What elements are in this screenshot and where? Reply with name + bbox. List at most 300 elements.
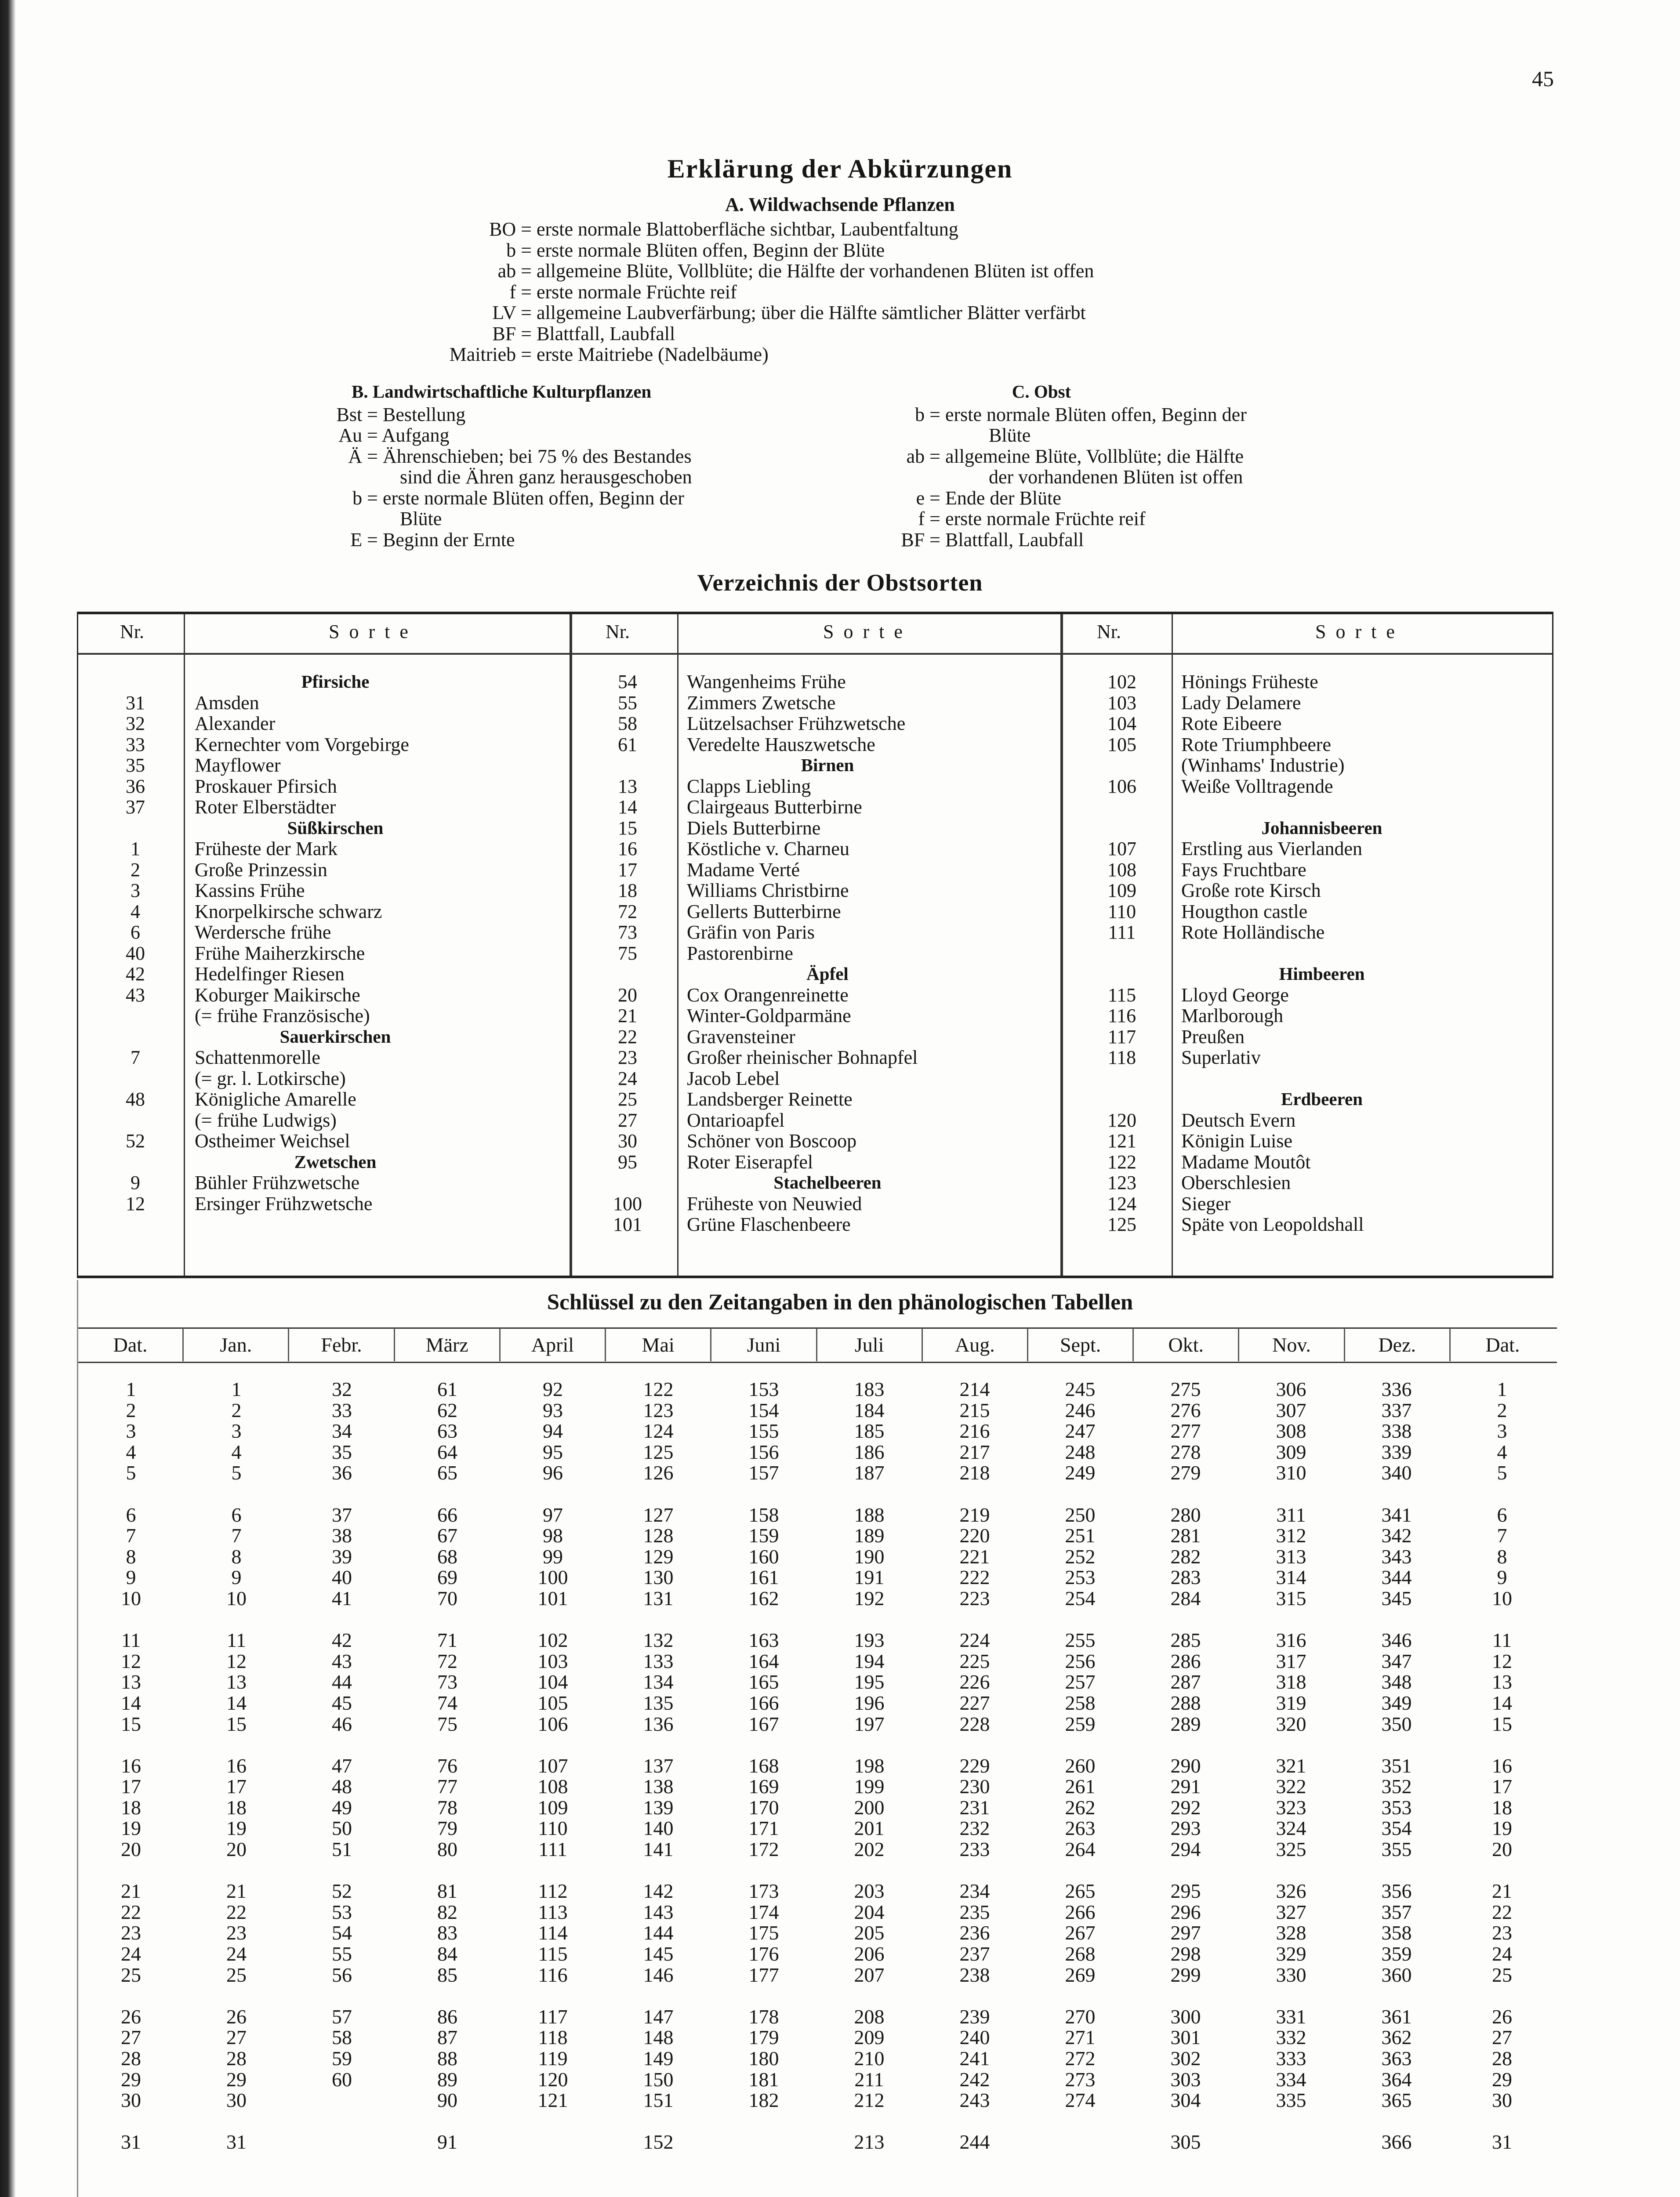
variety-number: 18 bbox=[618, 880, 637, 901]
group-gap bbox=[606, 2111, 711, 2132]
day-number: 126 bbox=[643, 1461, 674, 1484]
group-heading bbox=[595, 1172, 1060, 1193]
group-gap bbox=[606, 1483, 711, 1505]
abbreviation-row bbox=[294, 446, 822, 467]
variety-number: 42 bbox=[126, 963, 145, 985]
variety-number: 27 bbox=[618, 1109, 637, 1131]
group-heading bbox=[595, 755, 1060, 776]
day-number: 18 bbox=[226, 1796, 247, 1819]
variety-name: Jacob Lebel bbox=[687, 1067, 780, 1089]
day-number: 231 bbox=[959, 1796, 990, 1819]
group-heading bbox=[102, 1152, 568, 1173]
variety-number: 30 bbox=[618, 1130, 637, 1152]
group-gap bbox=[78, 1734, 184, 1755]
day-number: 182 bbox=[748, 2089, 779, 2112]
abbreviation-text: Blattfall, Laubfall bbox=[940, 529, 1084, 551]
month-header: Dat. bbox=[1449, 1328, 1555, 1361]
variety-row bbox=[595, 1068, 1060, 1089]
day-number: 111 bbox=[538, 1838, 567, 1861]
variety-row bbox=[595, 1152, 1060, 1173]
day-number: 163 bbox=[748, 1629, 779, 1652]
variety-number: 52 bbox=[126, 1130, 145, 1152]
day-number: 219 bbox=[959, 1503, 990, 1526]
day-number: 99 bbox=[543, 1545, 563, 1568]
variety-row bbox=[595, 1110, 1060, 1131]
variety-name: Schattenmorelle bbox=[195, 1047, 320, 1068]
day-number: 110 bbox=[538, 1817, 568, 1840]
day-number: 333 bbox=[1276, 2047, 1306, 2070]
day-number: 20 bbox=[226, 1838, 247, 1861]
group-gap bbox=[289, 1483, 395, 1505]
day-number: 227 bbox=[959, 1691, 990, 1714]
day-number: 112 bbox=[538, 1880, 568, 1903]
group-gap bbox=[78, 1483, 184, 1505]
group-gap bbox=[1238, 1985, 1344, 2006]
header-bottom-rule bbox=[78, 1362, 1557, 1363]
month-header: Juni bbox=[710, 1328, 816, 1361]
abbreviation-row bbox=[857, 446, 1340, 467]
variety-name: Gräfin von Paris bbox=[687, 921, 815, 943]
key-column bbox=[711, 1379, 816, 2153]
day-number: 253 bbox=[1065, 1566, 1096, 1589]
day-number: 136 bbox=[643, 1712, 674, 1735]
group-gap bbox=[1344, 2111, 1449, 2132]
day-number: 119 bbox=[538, 2047, 568, 2070]
day-number: 282 bbox=[1170, 1545, 1201, 1568]
day-number: 314 bbox=[1276, 1566, 1306, 1589]
variety-name: Zimmers Zwetsche bbox=[687, 692, 836, 714]
day-number: 225 bbox=[959, 1650, 990, 1672]
variety-row bbox=[102, 859, 568, 881]
abbreviation-text: erste normale Blattoberfläche sichtbar, Laubentfaltung bbox=[532, 218, 958, 240]
variety-name: Hougthon castle bbox=[1181, 900, 1308, 922]
day-number: 220 bbox=[959, 1524, 990, 1547]
group-gap bbox=[1027, 1860, 1133, 1881]
group-gap bbox=[1027, 1734, 1133, 1755]
variety-number: 95 bbox=[618, 1151, 637, 1173]
variety-row bbox=[1089, 1026, 1555, 1048]
abbreviation-key: E = bbox=[350, 529, 378, 551]
variety-number: 14 bbox=[618, 796, 637, 818]
day-number: 313 bbox=[1276, 1545, 1306, 1568]
group-gap bbox=[78, 1860, 184, 1881]
day-number: 245 bbox=[1065, 1378, 1096, 1400]
day-number: 82 bbox=[437, 1900, 457, 1923]
variety-name: Frühe Maiherzkirsche bbox=[195, 942, 365, 964]
day-number: 185 bbox=[854, 1420, 885, 1443]
group-gap bbox=[395, 1609, 500, 1630]
day-number: 12 bbox=[1492, 1650, 1512, 1672]
day-number: 153 bbox=[748, 1378, 779, 1400]
section-b bbox=[294, 381, 822, 550]
day-number: 19 bbox=[1492, 1817, 1512, 1840]
header-sorte: Sorte bbox=[1315, 621, 1404, 642]
day-number: 246 bbox=[1065, 1399, 1096, 1421]
day-number: 95 bbox=[543, 1440, 563, 1463]
day-number: 160 bbox=[748, 1545, 779, 1568]
variety-row bbox=[102, 901, 568, 922]
day-number: 77 bbox=[437, 1775, 457, 1798]
day-number: 4 bbox=[126, 1440, 136, 1463]
day-number: 59 bbox=[332, 2047, 352, 2070]
variety-number: 33 bbox=[126, 733, 145, 755]
day-number: 247 bbox=[1065, 1420, 1096, 1443]
variety-name: Ostheimer Weichsel bbox=[195, 1130, 350, 1152]
spacer-row bbox=[1089, 797, 1555, 818]
day-number: 216 bbox=[959, 1420, 990, 1443]
day-number: 329 bbox=[1276, 1943, 1306, 1965]
day-number: 214 bbox=[959, 1378, 990, 1400]
day-number: 149 bbox=[643, 2047, 674, 2070]
day-number: 6 bbox=[231, 1503, 242, 1526]
day-number: 297 bbox=[1170, 1921, 1201, 1944]
day-number: 100 bbox=[537, 1566, 568, 1589]
variety-number: 102 bbox=[1107, 671, 1136, 692]
day-number: 172 bbox=[748, 1838, 779, 1861]
variety-number: 16 bbox=[618, 838, 637, 859]
day-number: 179 bbox=[748, 2026, 779, 2049]
day-number: 280 bbox=[1170, 1503, 1201, 1526]
variety-row bbox=[102, 1172, 568, 1193]
group-gap bbox=[1027, 1985, 1133, 2006]
section-c bbox=[857, 381, 1340, 550]
day-number: 30 bbox=[226, 2089, 247, 2112]
variety-number: 7 bbox=[131, 1047, 140, 1068]
group-gap bbox=[922, 1734, 1027, 1755]
day-number: 17 bbox=[1492, 1775, 1512, 1798]
day-number: 298 bbox=[1170, 1943, 1201, 1965]
day-number: 195 bbox=[854, 1671, 885, 1693]
abbreviation-key: BO = bbox=[489, 218, 532, 240]
day-number: 323 bbox=[1276, 1796, 1306, 1819]
day-number: 243 bbox=[959, 2089, 990, 2112]
variety-number: 111 bbox=[1108, 921, 1136, 943]
variety-row bbox=[595, 1005, 1060, 1026]
day-number: 186 bbox=[854, 1440, 885, 1463]
variety-name: Fays Fruchtbare bbox=[1181, 859, 1306, 881]
day-number: 20 bbox=[121, 1838, 141, 1861]
day-number: 334 bbox=[1276, 2068, 1306, 2091]
group-gap bbox=[184, 1860, 289, 1881]
day-number: 63 bbox=[437, 1420, 457, 1443]
day-number: 226 bbox=[959, 1671, 990, 1693]
day-number: 268 bbox=[1065, 1943, 1096, 1965]
abbreviation-row bbox=[369, 344, 1094, 365]
group-gap bbox=[922, 2111, 1027, 2132]
day-number: 213 bbox=[854, 2131, 885, 2153]
day-number: 49 bbox=[332, 1796, 352, 1819]
variety-name: Clapps Liebling bbox=[687, 775, 811, 797]
header-nr: Nr. bbox=[606, 621, 630, 642]
day-number: 27 bbox=[226, 2026, 247, 2049]
day-number: 37 bbox=[332, 1503, 352, 1526]
day-number: 176 bbox=[748, 1943, 779, 1965]
variety-name: Kassins Frühe bbox=[195, 880, 305, 901]
day-number: 18 bbox=[121, 1796, 141, 1819]
day-number: 13 bbox=[1492, 1671, 1512, 1693]
variety-name: Madame Moutôt bbox=[1181, 1151, 1311, 1173]
day-number: 21 bbox=[226, 1880, 247, 1903]
day-number: 152 bbox=[643, 2131, 674, 2153]
variety-number: 58 bbox=[618, 713, 637, 734]
day-number: 96 bbox=[543, 1461, 563, 1484]
abbreviation-continuation: der vorhandenen Blüten ist offen bbox=[989, 466, 1243, 488]
variety-name: Lloyd George bbox=[1181, 984, 1289, 1006]
group-gap bbox=[1344, 1734, 1449, 1755]
day-number: 242 bbox=[959, 2068, 990, 2091]
day-number: 88 bbox=[437, 2047, 457, 2070]
variety-name: Weiße Volltragende bbox=[1181, 775, 1333, 797]
day-number: 292 bbox=[1170, 1796, 1201, 1819]
varieties-title: Verzeichnis der Obstsorten bbox=[697, 569, 983, 596]
day-number: 64 bbox=[437, 1440, 457, 1463]
day-number: 109 bbox=[537, 1796, 568, 1819]
abbreviation-row bbox=[294, 404, 822, 425]
day-number: 299 bbox=[1170, 1963, 1201, 1986]
variety-number bbox=[102, 1110, 168, 1131]
day-number: 288 bbox=[1170, 1691, 1201, 1714]
day-number: 146 bbox=[643, 1963, 674, 1986]
variety-name: (= gr. l. Lotkirsche) bbox=[195, 1067, 346, 1089]
group-name: Pfirsiche bbox=[301, 671, 370, 692]
day-number: 249 bbox=[1065, 1461, 1096, 1484]
day-number: 19 bbox=[121, 1817, 141, 1840]
abbreviation-continuation: Blüte bbox=[989, 424, 1031, 446]
day-number: 240 bbox=[959, 2026, 990, 2049]
abbreviation-text: erste normale Früchte reif bbox=[940, 508, 1146, 529]
day-number: 196 bbox=[854, 1691, 885, 1714]
day-number: 360 bbox=[1381, 1963, 1412, 1986]
page-number: 45 bbox=[1532, 66, 1554, 91]
variety-row bbox=[102, 985, 568, 1006]
day-number: 350 bbox=[1381, 1712, 1412, 1735]
day-number: 233 bbox=[959, 1838, 990, 1861]
variety-number: 115 bbox=[1107, 984, 1136, 1006]
abbreviation-key: Ä = bbox=[348, 445, 378, 467]
group-gap bbox=[78, 2111, 184, 2132]
variety-row bbox=[595, 1214, 1060, 1235]
variety-row bbox=[102, 713, 568, 734]
variety-row bbox=[1089, 1152, 1555, 1173]
day-number: 236 bbox=[959, 1921, 990, 1944]
variety-number: 54 bbox=[618, 671, 637, 692]
group-gap bbox=[395, 1734, 500, 1755]
variety-name: Rote Triumphbeere bbox=[1181, 733, 1331, 755]
abbreviation-key: LV = bbox=[492, 302, 532, 323]
day-number: 215 bbox=[959, 1399, 990, 1421]
day-number: 159 bbox=[748, 1524, 779, 1547]
variety-name: (= frühe Ludwigs) bbox=[195, 1109, 337, 1131]
day-number: 11 bbox=[121, 1629, 141, 1652]
day-number: 22 bbox=[1492, 1900, 1512, 1923]
variety-name: Großer rheinischer Bohnapfel bbox=[687, 1047, 918, 1068]
day-number: 28 bbox=[1492, 2047, 1512, 2070]
variety-row bbox=[1089, 901, 1555, 922]
day-number: 229 bbox=[959, 1754, 990, 1777]
day-number: 62 bbox=[437, 1399, 457, 1421]
day-number: 290 bbox=[1170, 1754, 1201, 1777]
variety-row bbox=[1089, 838, 1555, 859]
day-number: 53 bbox=[332, 1900, 352, 1923]
group-name: Zwetschen bbox=[294, 1151, 377, 1172]
key-column bbox=[922, 1379, 1027, 2153]
day-number: 319 bbox=[1276, 1691, 1306, 1714]
day-number: 250 bbox=[1065, 1503, 1096, 1526]
day-number: 361 bbox=[1381, 2005, 1412, 2028]
day-number: 184 bbox=[854, 1399, 885, 1421]
variety-name: Früheste von Neuwied bbox=[687, 1193, 862, 1215]
section-a-list bbox=[369, 219, 1094, 365]
group-gap bbox=[184, 1734, 289, 1755]
day-number: 28 bbox=[226, 2047, 247, 2070]
variety-number: 13 bbox=[618, 775, 637, 797]
month-header: Okt. bbox=[1132, 1328, 1238, 1361]
day-number: 198 bbox=[854, 1754, 885, 1777]
variety-number: 35 bbox=[126, 754, 145, 776]
day-number: 283 bbox=[1170, 1566, 1201, 1589]
variety-row bbox=[102, 692, 568, 714]
day-number: 366 bbox=[1381, 2131, 1412, 2153]
day-number: 362 bbox=[1381, 2026, 1412, 2049]
day-number: 29 bbox=[1492, 2068, 1512, 2091]
day-number: 42 bbox=[332, 1629, 352, 1652]
day-number: 210 bbox=[854, 2047, 885, 2070]
variety-row bbox=[102, 1110, 568, 1131]
day-number: 204 bbox=[854, 1900, 885, 1923]
day-number: 17 bbox=[121, 1775, 141, 1798]
section-b-list bbox=[294, 404, 822, 551]
day-number: 48 bbox=[332, 1775, 352, 1798]
day-number: 205 bbox=[854, 1921, 885, 1944]
day-number: 224 bbox=[959, 1629, 990, 1652]
section-b-title: B. Landwirtschaftliche Kulturpflanzen bbox=[352, 381, 652, 402]
day-number: 197 bbox=[854, 1712, 885, 1735]
day-number: 15 bbox=[121, 1712, 141, 1735]
day-number: 25 bbox=[226, 1963, 247, 1986]
variety-number: 48 bbox=[126, 1088, 145, 1110]
group-gap bbox=[816, 1985, 922, 2006]
group-gap bbox=[1449, 1860, 1555, 1881]
variety-number: 9 bbox=[131, 1172, 140, 1193]
day-number: 286 bbox=[1170, 1650, 1201, 1672]
day-number: 60 bbox=[332, 2068, 352, 2091]
variety-number: 109 bbox=[1107, 880, 1136, 901]
abbreviation-continuation: Blüte bbox=[400, 508, 442, 529]
day-number: 120 bbox=[537, 2068, 568, 2091]
variety-number: 121 bbox=[1107, 1130, 1136, 1152]
day-number: 327 bbox=[1276, 1900, 1306, 1923]
day-number: 105 bbox=[537, 1691, 568, 1714]
day-number: 14 bbox=[1492, 1691, 1512, 1714]
variety-row bbox=[102, 734, 568, 755]
group-gap bbox=[289, 1860, 395, 1881]
day-number: 134 bbox=[643, 1671, 674, 1693]
variety-row bbox=[595, 692, 1060, 714]
day-number: 154 bbox=[748, 1399, 779, 1421]
day-number: 317 bbox=[1276, 1650, 1306, 1672]
group-gap bbox=[922, 1483, 1027, 1505]
variety-name: Diels Butterbirne bbox=[687, 817, 821, 839]
day-number: 145 bbox=[643, 1943, 674, 1965]
abbreviation-key: e = bbox=[916, 487, 940, 509]
day-number: 66 bbox=[437, 1503, 457, 1526]
variety-number: 120 bbox=[1107, 1109, 1136, 1131]
group-gap bbox=[816, 1609, 922, 1630]
header-sorte: Sorte bbox=[823, 621, 912, 642]
group-gap bbox=[922, 1860, 1027, 1881]
day-number: 61 bbox=[437, 1378, 457, 1400]
month-header: Febr. bbox=[288, 1328, 393, 1361]
variety-number: 21 bbox=[618, 1005, 637, 1026]
variety-row bbox=[102, 797, 568, 818]
day-number: 347 bbox=[1381, 1650, 1412, 1672]
day-number: 320 bbox=[1276, 1712, 1306, 1735]
day-number: 32 bbox=[332, 1378, 352, 1400]
day-number: 262 bbox=[1065, 1796, 1096, 1819]
day-number: 52 bbox=[332, 1880, 352, 1903]
day-number: 201 bbox=[854, 1817, 885, 1840]
day-number: 144 bbox=[643, 1921, 674, 1944]
day-number: 16 bbox=[226, 1754, 247, 1777]
day-number: 17 bbox=[226, 1775, 247, 1798]
variety-number bbox=[102, 1005, 168, 1026]
day-number: 8 bbox=[231, 1545, 242, 1568]
day-number: 348 bbox=[1381, 1671, 1412, 1693]
group-gap bbox=[1344, 1483, 1449, 1505]
group-gap bbox=[500, 1985, 606, 2006]
day-number: 237 bbox=[959, 1943, 990, 1965]
day-number: 84 bbox=[437, 1943, 457, 1965]
variety-name: Williams Christbirne bbox=[687, 880, 849, 901]
variety-number: 122 bbox=[1107, 1151, 1136, 1173]
variety-number: 17 bbox=[618, 859, 637, 881]
day-number: 325 bbox=[1276, 1838, 1306, 1861]
variety-number: 6 bbox=[131, 921, 140, 943]
group-gap bbox=[1344, 1609, 1449, 1630]
variety-number: 2 bbox=[131, 859, 140, 881]
group-gap bbox=[816, 1483, 922, 1505]
abbreviation-key: Au = bbox=[338, 424, 378, 446]
day-number: 328 bbox=[1276, 1921, 1306, 1944]
day-number: 2 bbox=[126, 1399, 136, 1421]
variety-row bbox=[1089, 1110, 1555, 1131]
day-number: 67 bbox=[437, 1524, 457, 1547]
day-number: 55 bbox=[332, 1943, 352, 1965]
day-number: 122 bbox=[643, 1378, 674, 1400]
variety-number: 117 bbox=[1107, 1026, 1136, 1048]
day-number: 171 bbox=[748, 1817, 779, 1840]
variety-row bbox=[595, 859, 1060, 881]
month-header: Aug. bbox=[922, 1328, 1027, 1361]
variety-row bbox=[595, 713, 1060, 734]
varieties-table bbox=[77, 612, 1553, 1278]
variety-row bbox=[595, 901, 1060, 922]
variety-name: Cox Orangenreinette bbox=[687, 984, 849, 1006]
variety-name: Preußen bbox=[1181, 1026, 1245, 1048]
variety-number bbox=[102, 1068, 168, 1089]
day-number: 338 bbox=[1381, 1420, 1412, 1443]
day-number: 168 bbox=[748, 1754, 779, 1777]
abbreviation-text: Ende der Blüte bbox=[940, 487, 1061, 509]
variety-number: 124 bbox=[1107, 1193, 1136, 1215]
variety-row bbox=[1089, 1005, 1555, 1026]
abbreviation-row bbox=[294, 488, 822, 509]
day-number: 235 bbox=[959, 1900, 990, 1923]
day-number: 93 bbox=[543, 1399, 563, 1421]
day-number: 131 bbox=[643, 1587, 674, 1610]
day-number: 132 bbox=[643, 1629, 674, 1652]
abbreviation-row bbox=[294, 529, 822, 551]
